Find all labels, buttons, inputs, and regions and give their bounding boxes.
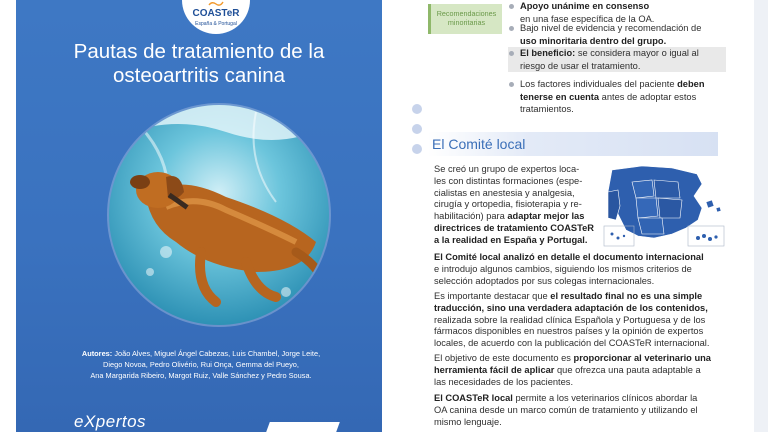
body-paragraph xyxy=(434,393,720,428)
deco-dot xyxy=(412,144,422,154)
text-line xyxy=(434,223,596,235)
bold-text: El COASTeR local xyxy=(434,393,513,403)
bold-text: deben xyxy=(677,79,705,89)
bold-text: proporcionar al veterinario una xyxy=(573,353,711,363)
text-line xyxy=(434,291,720,303)
bold-text: El beneficio: xyxy=(520,48,576,58)
authors-names: João Alves, Miguel Ángel Cabezas, Luis Chambel, Jorge Leite, xyxy=(114,349,321,358)
bold-text: traducción, sino una verdadera adaptación de los contenidos, xyxy=(434,302,708,313)
cover-title xyxy=(36,40,362,88)
authors-line: Diego Novoa, Pedro Olivério, Rui Onça, Gemma del Pueyo, xyxy=(103,360,299,369)
text-line xyxy=(434,276,720,288)
text: en una fase específica de la OA. xyxy=(520,13,655,24)
cover-page xyxy=(16,0,382,432)
text: mismo lenguaje. xyxy=(434,416,502,427)
deco-dot xyxy=(412,124,422,134)
text-line xyxy=(520,35,726,48)
recommendation-label-box xyxy=(428,4,502,34)
section-title: El Comité local xyxy=(428,132,718,156)
bold-text: tenerse en cuenta xyxy=(520,91,600,102)
bold-text: directrices de tratamiento COASTeR xyxy=(434,222,594,233)
cover-title-line: osteoartritis canina xyxy=(112,64,286,87)
text: realizada sobre la realidad clínica Española y Portuguesa y de los xyxy=(434,314,706,325)
text: habilitación) para xyxy=(434,211,508,222)
text-line xyxy=(434,303,720,315)
text: fármacos disponibles en nuestros países y la opinión de expertos xyxy=(434,326,704,337)
text: OA canina desde un marco común de tratamiento y utilizando el xyxy=(434,404,698,415)
text-line xyxy=(520,60,726,73)
bold-text: a la realidad en España y Portugal. xyxy=(434,234,588,245)
bullet-dot-icon xyxy=(509,4,514,9)
text-line xyxy=(520,103,726,116)
text-line xyxy=(434,377,720,389)
text-line xyxy=(434,164,596,176)
text: permite a los veterinarios clínicos abordar la xyxy=(512,393,698,403)
coaster-logo xyxy=(182,0,250,34)
bold-text: Apoyo unánime en consenso xyxy=(520,1,650,11)
page-corner xyxy=(266,422,340,432)
cover-title-line: Pautas de tratamiento de la xyxy=(73,40,325,63)
text: El objetivo de este documento es xyxy=(434,353,574,363)
text-line xyxy=(434,405,720,417)
text: les con distintas formaciones (espe- xyxy=(434,175,583,186)
text-line xyxy=(434,365,720,377)
text: Los factores individuales del paciente xyxy=(520,79,678,89)
body-paragraph xyxy=(434,164,596,247)
text: Es importante destacar que xyxy=(434,291,551,301)
text: cialistas en anestesia y analgesia, xyxy=(434,187,575,198)
text-line xyxy=(434,252,720,264)
text-line xyxy=(434,393,720,405)
text: Se creó un grupo de expertos loca- xyxy=(434,164,580,174)
body-paragraph xyxy=(434,252,720,287)
text: las necesidades de los pacientes. xyxy=(434,376,574,387)
text: locales, de acuerdo con la publicación del COASTeR internacional. xyxy=(434,338,710,349)
text-line xyxy=(434,176,596,188)
authors-line: Ana Margarida Ribeiro, Margot Ruiz, Valle Sánchez y Pedro Sousa. xyxy=(90,371,312,380)
body-paragraph xyxy=(434,353,720,388)
text: antes de adoptar estos xyxy=(599,91,697,102)
bullet-item xyxy=(508,78,726,116)
content-page xyxy=(382,0,768,432)
reco-line: Recomendaciones xyxy=(436,9,497,18)
text-line xyxy=(434,338,720,350)
text-line xyxy=(434,315,720,327)
text-line xyxy=(434,417,720,429)
swimming-dog-photo xyxy=(106,102,332,328)
logo-subtitle: España & Portugal xyxy=(195,21,237,27)
expertos-brand: eXpertos xyxy=(74,412,147,431)
bold-text: El Comité local analizó en detalle el documento internacional xyxy=(434,252,704,262)
bullet-dot-icon xyxy=(509,26,514,31)
text-line xyxy=(434,353,720,365)
text-line xyxy=(434,326,720,338)
iberia-map-icon xyxy=(602,162,726,248)
text: se considera mayor o igual al xyxy=(575,48,699,58)
authors-label: Autores: xyxy=(81,349,113,358)
text-line xyxy=(434,188,596,200)
text-line xyxy=(520,78,726,91)
text: e introdujo algunos cambios, siguiendo los mismos criterios de xyxy=(434,263,692,274)
body-paragraph xyxy=(434,291,720,350)
text-line xyxy=(520,47,726,60)
bullet-dot-icon xyxy=(509,51,514,56)
reco-line: minoritarias xyxy=(447,18,486,27)
bold-text: adaptar mejor las xyxy=(507,211,585,222)
bold-text: uso minoritaria dentro del grupo. xyxy=(520,35,667,46)
text-line xyxy=(434,264,720,276)
authors-line xyxy=(36,348,366,359)
text-line xyxy=(434,211,596,223)
logo-text: COASTeR xyxy=(192,8,240,19)
text: cirugía y ortopedia, fisioterapia y re- xyxy=(434,199,582,210)
text: que ofrezca una pauta adaptable a xyxy=(554,364,701,375)
bullet-item xyxy=(508,47,726,72)
text: selección adoptados por sus colegas internacionales. xyxy=(434,275,655,286)
bullet-item xyxy=(508,22,726,47)
bullet-dot-icon xyxy=(509,82,514,87)
text-line xyxy=(520,0,726,13)
text-line xyxy=(434,199,596,211)
deco-dot xyxy=(412,104,422,114)
logo-wave-icon xyxy=(208,1,224,7)
text-line xyxy=(520,22,726,35)
bold-text: herramienta fácil de aplicar xyxy=(434,364,555,375)
decorative-dots xyxy=(412,104,424,164)
text: riesgo de usar el tratamiento. xyxy=(520,60,641,71)
page-edge xyxy=(754,0,768,432)
text-line xyxy=(520,91,726,104)
authors-block xyxy=(36,348,366,381)
text-line xyxy=(434,235,596,247)
bold-text: el resultado final no es una simple xyxy=(550,291,703,301)
text: Bajo nivel de evidencia y recomendación de xyxy=(520,23,702,33)
text: tratamientos. xyxy=(520,104,574,114)
